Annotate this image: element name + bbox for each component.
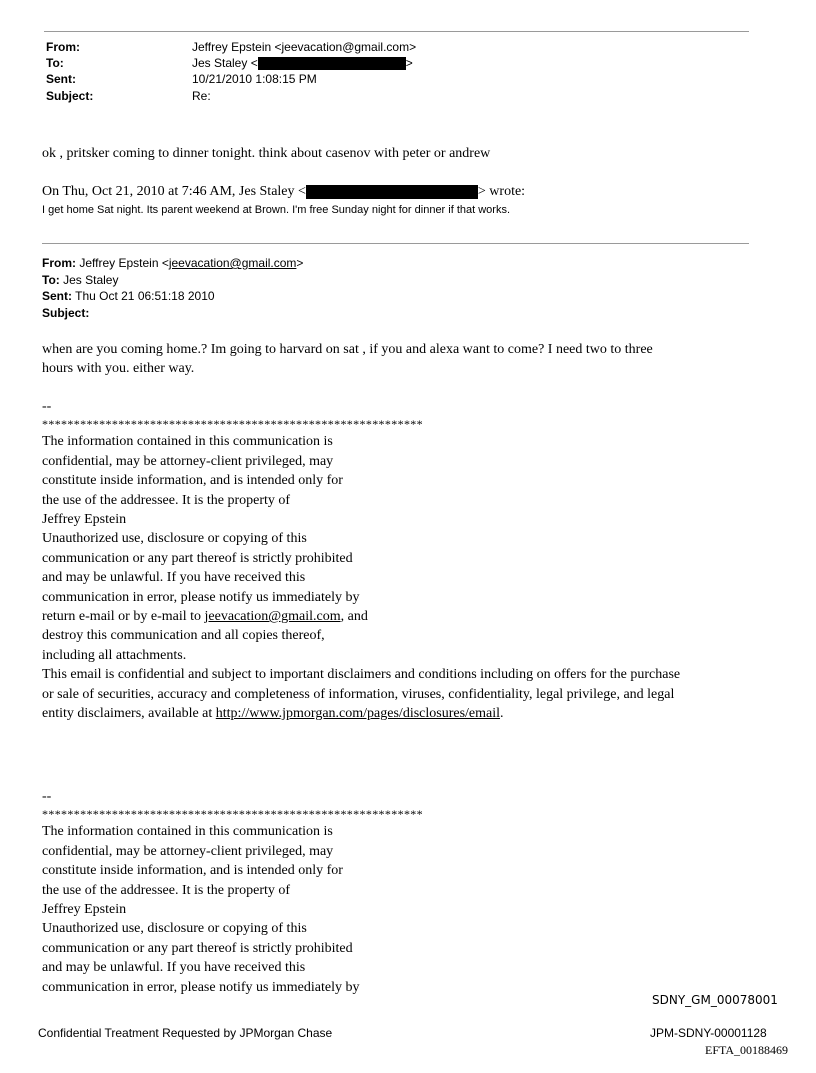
- disclaimer-line: including all attachments.: [42, 647, 187, 663]
- to-value: [192, 56, 413, 70]
- disclaimer-tail-lines: [42, 626, 680, 665]
- disclaimer-line: the use of the addressee. It is the property of: [42, 882, 291, 898]
- redaction-box: [258, 57, 406, 70]
- disclaimer-line: Jeffrey Epstein: [42, 902, 127, 918]
- original-to-value: Jes Staley: [59, 272, 119, 287]
- jpm-line3-suffix: .: [500, 706, 504, 722]
- to-value-prefix: Jes Staley <: [192, 56, 258, 70]
- from-value: Jeffrey Epstein <jeevacation@gmail.com>: [192, 40, 417, 54]
- jpm-line3-prefix: entity disclaimers, available at: [42, 706, 216, 722]
- disclaimer-line: communication or any part thereof is strictly prohibited: [42, 550, 353, 566]
- bates-efta: EFTA_00188469: [705, 1043, 789, 1057]
- jpm-disclaimer-line: or sale of securities, accuracy and completeness of information, viruses, confidentiality, legal privilege, and legal: [42, 686, 675, 702]
- to-label: To:: [46, 56, 64, 70]
- sent-label: Sent:: [46, 72, 76, 86]
- disclaimer-line: and may be unlawful. If you have received this: [42, 570, 306, 586]
- disclaimer-line: destroy this communication and all copies thereof,: [42, 628, 325, 644]
- quote-intro: [42, 182, 525, 201]
- original-sent-row: [42, 288, 303, 305]
- disclaimer-return-line: [42, 607, 680, 626]
- disclaimer-line: the use of the addressee. It is the property of: [42, 492, 291, 508]
- original-to-row: [42, 272, 303, 289]
- disclaimer-lines: [42, 432, 680, 607]
- disclaimer-line: confidential, may be attorney-client privileged, may: [42, 843, 334, 859]
- original-body-line: hours with you. either way.: [42, 361, 195, 377]
- star-separator: ************************************************************: [42, 417, 423, 432]
- original-header: [42, 255, 303, 321]
- signature-dashes: --: [42, 789, 52, 804]
- original-from-close: >: [296, 256, 304, 270]
- top-divider: [44, 31, 749, 32]
- original-sent-value: Thu Oct 21 06:51:18 2010: [72, 289, 215, 303]
- confidential-notice: Confidential Treatment Requested by JPMorgan Chase: [38, 1026, 333, 1040]
- return-suffix: , and: [340, 609, 368, 625]
- original-subject-row: [42, 305, 303, 322]
- quote-intro-prefix: On Thu, Oct 21, 2010 at 7:46 AM, Jes Staley <: [42, 184, 306, 199]
- disclaimer-line: communication in error, please notify us immediately by: [42, 979, 360, 995]
- jpm-disclaimer-line: [42, 704, 680, 723]
- to-value-suffix: >: [405, 56, 413, 70]
- redaction-box: [306, 185, 478, 199]
- return-email-link[interactable]: jeevacation@gmail.com: [204, 609, 341, 625]
- original-to-label: To:: [42, 272, 60, 287]
- subject-value: Re:: [192, 89, 211, 103]
- quoted-line: I get home Sat night. Its parent weekend at Brown. I'm free Sunday night for dinner if that works.: [42, 204, 511, 216]
- original-from-label: From:: [42, 256, 76, 270]
- disclaimer-line: Unauthorized use, disclosure or copying of this: [42, 921, 307, 937]
- disclaimer-line: communication or any part thereof is strictly prohibited: [42, 940, 353, 956]
- disclaimer-line: constitute inside information, and is intended only for: [42, 473, 343, 489]
- original-from-row: [42, 255, 303, 272]
- quote-divider: [42, 243, 749, 244]
- from-label: From:: [46, 40, 80, 54]
- reply-body: ok , pritsker coming to dinner tonight. think about casenov with peter or andrew: [42, 146, 491, 161]
- disclaimer-block-2: [42, 787, 423, 997]
- disclaimer-line: constitute inside information, and is intended only for: [42, 863, 343, 879]
- quote-intro-suffix: > wrote:: [477, 184, 526, 199]
- return-prefix: return e-mail or by e-mail to: [42, 609, 205, 625]
- disclaimer-line: Unauthorized use, disclosure or copying of this: [42, 531, 307, 547]
- jpm-disclaimer-line: This email is confidential and subject to important disclaimers and conditions including on offers for the purchase: [42, 667, 681, 683]
- disclaimer-line: communication in error, please notify us immediately by: [42, 589, 360, 605]
- star-separator: ************************************************************: [42, 807, 423, 822]
- sent-value: 10/21/2010 1:08:15 PM: [192, 72, 317, 86]
- original-from-email-link[interactable]: jeevacation@gmail.com: [168, 256, 297, 270]
- original-from-name: Jeffrey Epstein <: [76, 256, 169, 270]
- bates-sdny: SDNY_GM_00078001: [652, 993, 778, 1007]
- original-body: [42, 340, 653, 379]
- original-sent-label: Sent:: [42, 289, 72, 303]
- bates-jpm: JPM-SDNY-00001128: [650, 1026, 767, 1040]
- disclaimer-lines: [42, 822, 423, 997]
- disclaimer-line: The information contained in this communication is: [42, 434, 333, 450]
- disclaimer-line: confidential, may be attorney-client privileged, may: [42, 453, 334, 469]
- disclaimer-line: Jeffrey Epstein: [42, 512, 127, 528]
- signature-dashes: --: [42, 399, 52, 414]
- subject-label: Subject:: [46, 89, 94, 103]
- original-subject-label: Subject:: [42, 305, 90, 320]
- jpm-disclosures-link[interactable]: http://www.jpmorgan.com/pages/disclosures/email: [215, 706, 501, 722]
- disclaimer-block-1: [42, 397, 680, 724]
- disclaimer-line: The information contained in this communication is: [42, 824, 333, 840]
- original-body-line: when are you coming home.? Im going to harvard on sat , if you and alexa want to come? I need two to three: [42, 342, 653, 357]
- disclaimer-line: and may be unlawful. If you have received this: [42, 960, 306, 976]
